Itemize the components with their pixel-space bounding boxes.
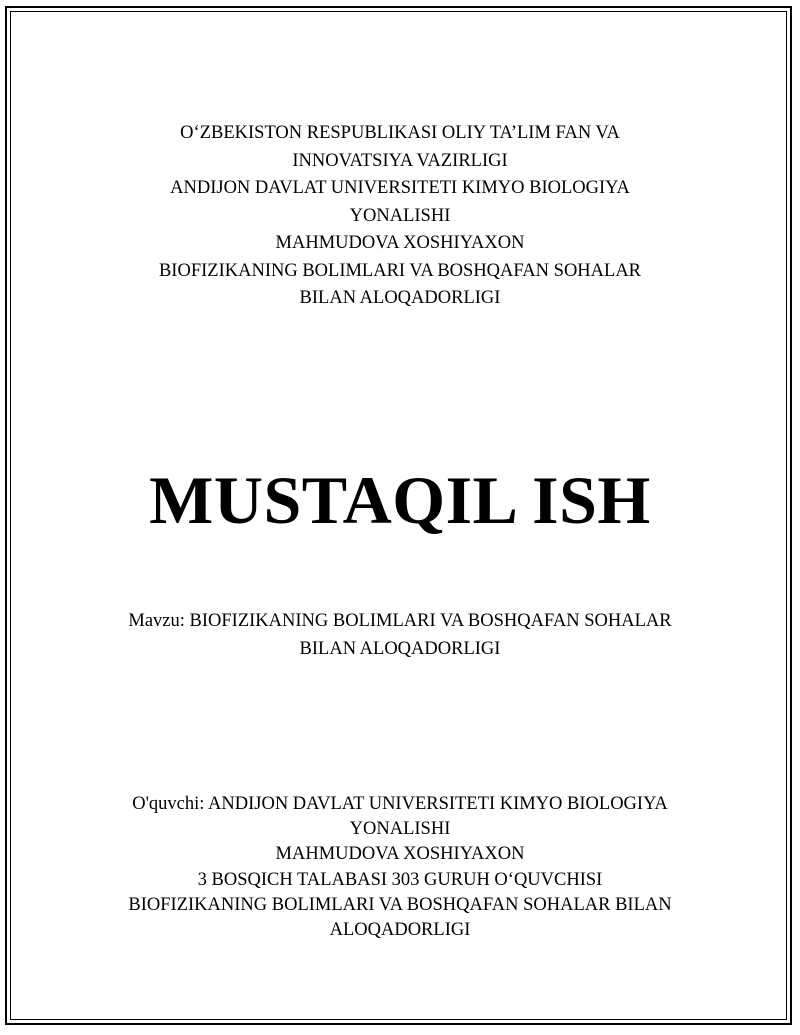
header-line: MAHMUDOVA XOSHIYAXON: [275, 233, 525, 253]
header-line: O‘ZBEKISTON RESPUBLIKASI OLIY TA’LIM FAN VA: [180, 123, 620, 143]
header-line: ANDIJON DAVLAT UNIVERSITETI KIMYO BIOLOGIYA: [170, 178, 630, 198]
header-line: BIOFIZIKANING BOLIMLARI VA BOSHQAFAN SOHALAR: [158, 260, 642, 281]
student-line: MAHMUDOVA XOSHIYAXON: [275, 844, 525, 865]
header-line: YONALISHI: [349, 205, 451, 226]
topic-line: BILAN ALOQADORLIGI: [299, 638, 501, 659]
header-line: INNOVATSIYA VAZIRLIGI: [292, 150, 508, 171]
student-line: BIOFIZIKANING BOLIMLARI VA BOSHQAFAN SOHALAR BILAN: [128, 894, 672, 915]
student-line: YONALISHI: [349, 819, 451, 840]
page-title: MUSTAQIL ISH: [149, 462, 651, 538]
student-block: [100, 792, 700, 943]
student-line: O'quvchi: ANDIJON DAVLAT UNIVERSITETI KIMYO BIOLOGIYA: [132, 794, 668, 814]
topic-block: [100, 608, 700, 663]
topic-line: Mavzu: BIOFIZIKANING BOLIMLARI VA BOSHQAFAN SOHALAR: [128, 611, 672, 631]
student-line: ALOQADORLIGI: [329, 920, 471, 941]
student-line: 3 BOSQICH TALABASI 303 GURUH O‘QUVCHISI: [197, 869, 603, 890]
header-block: [100, 120, 700, 313]
header-line: BILAN ALOQADORLIGI: [299, 288, 501, 308]
